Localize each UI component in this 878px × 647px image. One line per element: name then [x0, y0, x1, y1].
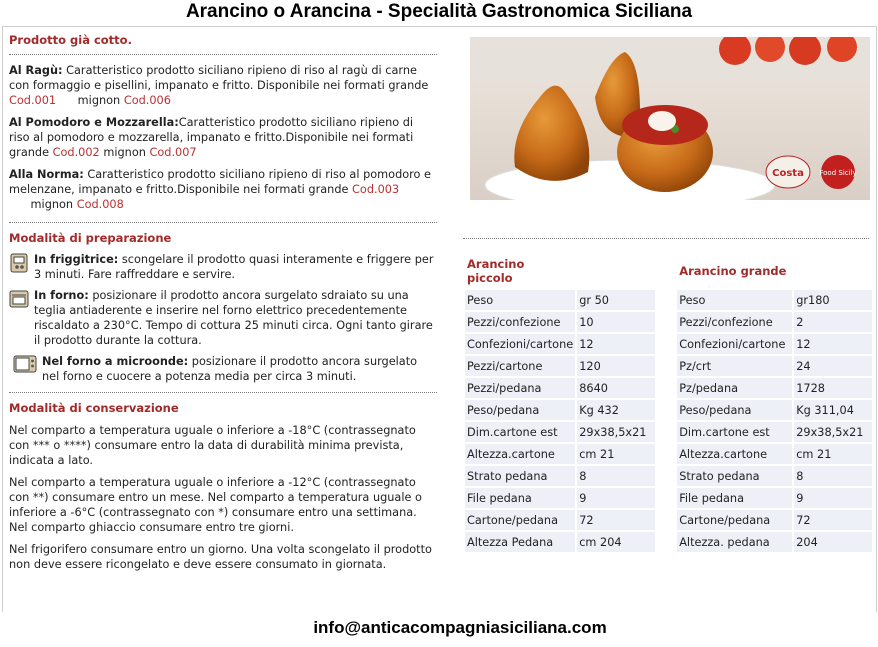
product-heading: Prodotto già cotto. [9, 33, 132, 47]
product-mignon: mignon [56, 94, 124, 107]
specs-table [463, 252, 874, 554]
product-item [9, 63, 437, 108]
divider [9, 54, 437, 55]
cell-label: Peso [465, 290, 575, 310]
cell-label: Strato pedana [465, 466, 575, 486]
product-desc: Caratteristico prodotto siciliano ripieno di riso al pomodoro e mozzarella, impanato e fritto.Disponibile nei formati grande [9, 116, 414, 159]
table-row [465, 422, 872, 442]
cell-value: 10 [577, 312, 655, 332]
cell-value: gr 50 [577, 290, 655, 310]
divider [9, 392, 437, 393]
column-gap [657, 466, 675, 486]
prep-text: posizionare il prodotto ancora surgelato sdraiato su una teglia antiaderente e inserire nel forno elettrico precedentemente riscaldato a 230°C. Tempo di cottura 25 minuti circa. Ogni tanto girare il prodotto durante la cottura. [34, 289, 433, 347]
column-gap [657, 378, 675, 398]
table-row [465, 400, 872, 420]
cell-label: Strato pedana [677, 466, 792, 486]
prep-text: posizionare il prodotto ancora surgelato nel forno e cuocere a potenza media per circa 3 minuti. [42, 355, 418, 383]
brand-logo-1: Costa [772, 168, 804, 179]
page-title: Arancino o Arancina - Specialità Gastronomica Siciliana [185, 1, 693, 22]
cell-value: 12 [794, 334, 872, 354]
cell-label: Peso/pedana [465, 400, 575, 420]
product-code: Cod.007 [149, 146, 197, 159]
storage-paragraph: Nel frigorifero consumare entro un giorno. Una volta scongelato il prodotto non deve essere ricongelato e deve essere consumato in giornata. [9, 543, 432, 571]
cell-label: Peso/pedana [677, 400, 792, 420]
cell-value: 8 [794, 466, 872, 486]
table-row [465, 378, 872, 398]
product-desc: Caratteristico prodotto siciliano ripieno di riso al ragù di carne con formaggio e pisellini, impanato e fritto. Disponibile nei formati grande [9, 64, 429, 92]
header-small: Arancino piccolo [467, 257, 525, 285]
column-gap [657, 444, 675, 464]
cell-value: Kg 432 [577, 400, 655, 420]
cell-label: File pedana [677, 488, 792, 508]
table-row [465, 290, 872, 310]
cell-value: 120 [577, 356, 655, 376]
storage-paragraph: Nel comparto a temperatura uguale o inferiore a -12°C (contrassegnato con **) consumare entro un mese. Nel comparto a temperatura uguale o inferiore a -6°C (contrassegnato con *) consumare entro una settimana. Nel comparto ghiaccio consumare entro tre giorni. [9, 476, 422, 534]
product-code: Cod.006 [123, 94, 171, 107]
column-gap [657, 510, 675, 530]
table-row [465, 532, 872, 552]
product-list [9, 63, 437, 212]
cell-label: Dim.cartone est [465, 422, 575, 442]
cell-value: 8640 [577, 378, 655, 398]
product-desc: Caratteristico prodotto siciliano ripieno di riso al pomodoro e melenzane, impanato e fritto.Disponibile nei formati grande [9, 168, 431, 196]
cell-label: Confezioni/cartone [465, 334, 575, 354]
cell-value: 24 [794, 356, 872, 376]
cell-value: gr180 [794, 290, 872, 310]
brand-logo-2: Food Sicily [819, 169, 857, 177]
cell-label: Cartone/pedana [465, 510, 575, 530]
divider [9, 222, 437, 223]
product-item [9, 167, 437, 212]
cell-label: Peso [677, 290, 792, 310]
table-row [465, 510, 872, 530]
cell-value: Kg 311,04 [794, 400, 872, 420]
column-gap [657, 290, 675, 310]
table-row [465, 466, 872, 486]
cell-label: Confezioni/cartone [677, 334, 792, 354]
cell-label: Pezzi/confezione [677, 312, 792, 332]
storage-heading: Modalità di conservazione [9, 401, 179, 415]
prep-heading: Modalità di preparazione [9, 231, 172, 245]
product-mignon: mignon [99, 146, 150, 159]
product-name: Al Pomodoro e Mozzarella: [9, 116, 179, 129]
column-gap [657, 488, 675, 508]
cell-label: Pz/pedana [677, 378, 792, 398]
cell-label: Altezza Pedana [465, 532, 575, 552]
divider [463, 238, 869, 239]
column-gap [657, 334, 675, 354]
cell-value: cm 204 [577, 532, 655, 552]
cell-value: 9 [794, 488, 872, 508]
product-code: Cod.008 [76, 198, 124, 211]
cell-value: 1728 [794, 378, 872, 398]
prep-label: In forno: [34, 289, 89, 302]
cell-value: 72 [577, 510, 655, 530]
cell-value: cm 21 [577, 444, 655, 464]
microwave-icon [13, 355, 37, 377]
fryer-icon [9, 253, 29, 277]
prep-item-microwave [9, 354, 437, 384]
product-code: Cod.002 [52, 146, 100, 159]
cell-label: Altezza.cartone [677, 444, 792, 464]
prep-label: In friggitrice: [34, 253, 119, 266]
cell-label: Pezzi/cartone [465, 356, 575, 376]
cell-value: 204 [794, 532, 872, 552]
cell-label: Pz/crt [677, 356, 792, 376]
table-row [465, 334, 872, 354]
cell-value: 8 [577, 466, 655, 486]
table-header-row [465, 254, 872, 288]
cell-label: Pezzi/pedana [465, 378, 575, 398]
table-row [465, 444, 872, 464]
column-gap [657, 532, 675, 552]
prep-item-fryer [9, 252, 437, 282]
cell-value: 2 [794, 312, 872, 332]
column-gap [657, 422, 675, 442]
table-row [465, 488, 872, 508]
cell-label: Altezza. pedana [677, 532, 792, 552]
product-item [9, 115, 437, 160]
cell-value: 29x38,5x21 [577, 422, 655, 442]
header-large: Arancino grande [679, 264, 787, 278]
product-name: Al Ragù: [9, 64, 63, 77]
prep-text: scongelare il prodotto quasi interamente e friggere per 3 minuti. Fare raffreddare e servire. [34, 253, 434, 281]
storage-paragraph: Nel comparto a temperatura uguale o inferiore a -18°C (contrassegnato con *** o ****) consumare entro la data di durabilità minima prevista, indicata a lato. [9, 424, 416, 467]
prep-item-oven [9, 288, 437, 348]
cell-label: Pezzi/confezione [465, 312, 575, 332]
column-gap [657, 400, 675, 420]
contact-email: info@anticacompagniasiciliana.com [313, 618, 607, 637]
left-column [9, 33, 437, 579]
cell-value: 72 [794, 510, 872, 530]
product-code: Cod.001 [9, 94, 57, 107]
cell-value: 29x38,5x21 [794, 422, 872, 442]
product-code: Cod.003 [352, 183, 400, 196]
prep-label: Nel forno a microonde: [42, 355, 189, 368]
oven-icon [9, 289, 29, 313]
product-mignon: mignon [9, 198, 77, 211]
cell-value: 9 [577, 488, 655, 508]
cell-value: cm 21 [794, 444, 872, 464]
cell-label: Cartone/pedana [677, 510, 792, 530]
column-gap [657, 312, 675, 332]
table-row [465, 356, 872, 376]
column-gap [657, 356, 675, 376]
product-name: Alla Norma: [9, 168, 84, 181]
arancini-photo [470, 37, 870, 200]
cell-label: Dim.cartone est [677, 422, 792, 442]
table-row [465, 312, 872, 332]
cell-label: File pedana [465, 488, 575, 508]
cell-value: 12 [577, 334, 655, 354]
cell-label: Altezza.cartone [465, 444, 575, 464]
